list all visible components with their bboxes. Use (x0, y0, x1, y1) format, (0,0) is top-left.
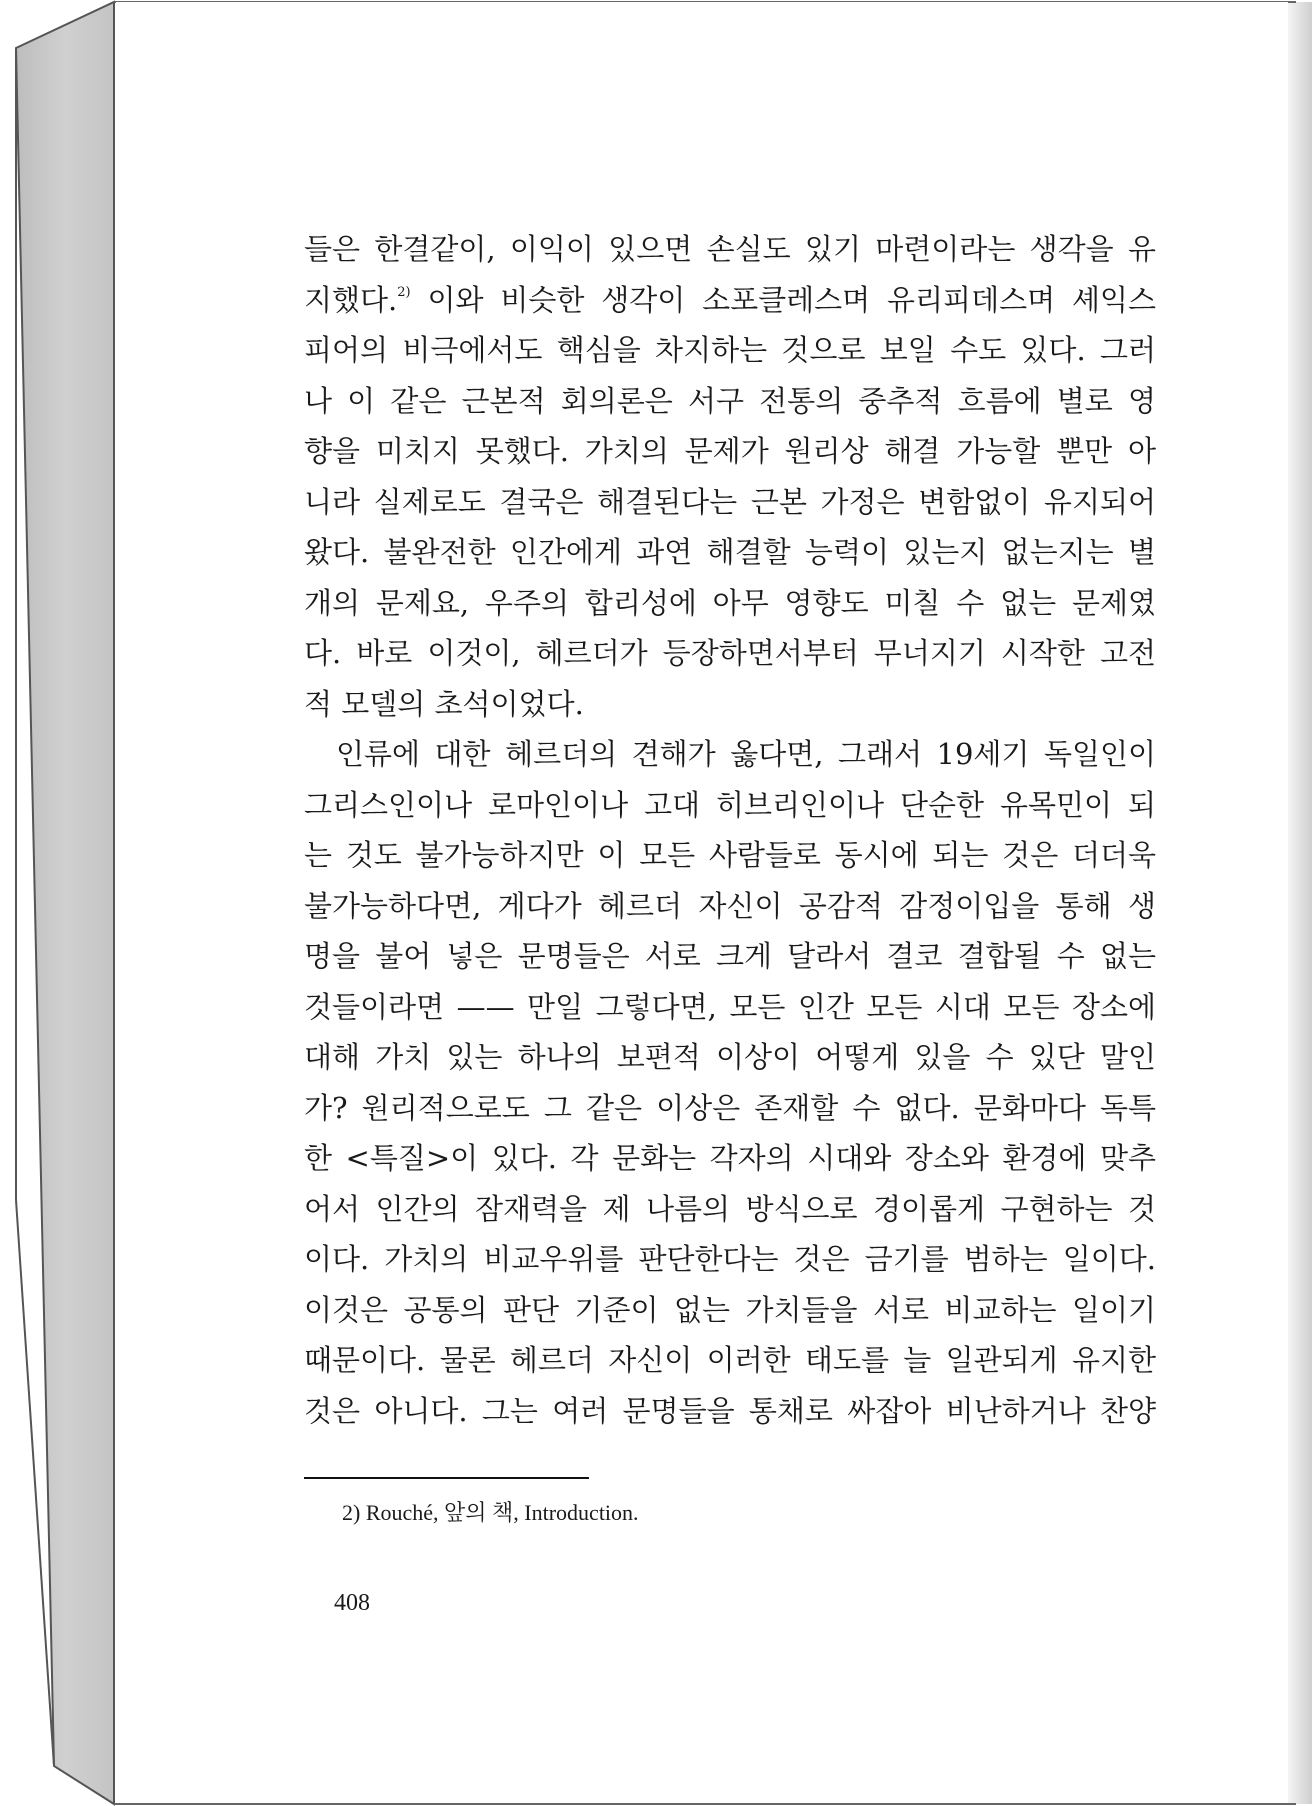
text-line: 때문이다. 물론 헤르더 자신이 이러한 태도를 늘 일관되게 유지한 (304, 1343, 1156, 1377)
text-line: 다. 바로 이것이, 헤르더가 등장하면서부터 무너지기 시작한 고전 (304, 636, 1156, 670)
text-line (304, 275, 1156, 326)
text-line: 것은 아니다. 그는 여러 문명들을 통채로 싸잡아 비난하거나 찬양 (304, 1393, 1156, 1428)
text-line: 이다. 가치의 비교우위를 판단한다는 것은 금기를 범하는 일이다. (304, 1242, 1156, 1276)
text-line: 인류에 대한 헤르더의 견해가 옳다면, 그래서 19세기 독일인이 (336, 737, 1157, 771)
text-line: 이것은 공통의 판단 기준이 없는 가치들을 서로 비교하는 일이기 (304, 1292, 1156, 1327)
text-line: 피어의 비극에서도 핵심을 차지하는 것으로 보일 수도 있다. 그러 (304, 333, 1156, 367)
body-text (304, 224, 1156, 1436)
text-line: 한 <특질>이 있다. 각 문화는 각자의 시대와 장소와 환경에 맞추 (304, 1141, 1156, 1175)
text-line: 어서 인간의 잠재력을 제 나름의 방식으로 경이롭게 구현하는 것 (304, 1191, 1156, 1226)
page-number: 408 (334, 1590, 370, 1616)
footnote-rule (304, 1477, 589, 1479)
text-line: 개의 문제요, 우주의 합리성에 아무 영향도 미칠 수 없는 문제였 (304, 585, 1156, 620)
text-line: 그리스인이나 로마인이나 고대 히브리인이나 단순한 유목민이 되 (304, 787, 1156, 822)
text-line: 대해 가치 있는 하나의 보편적 이상이 어떻게 있을 수 있단 말인 (304, 1040, 1156, 1074)
text-line: 는 것도 불가능하지만 이 모든 사람들로 동시에 되는 것은 더더욱 (304, 838, 1156, 872)
text-line: 왔다. 불완전한 인간에게 과연 해결할 능력이 있는지 없는지는 별 (304, 535, 1156, 569)
text-line: 것들이라면 —— 만일 그렇다면, 모든 인간 모든 시대 모든 장소에 (304, 989, 1156, 1024)
text-line: 명을 불어 넣은 문명들은 서로 크게 달라서 결코 결합될 수 없는 (304, 939, 1156, 973)
text-line-prefix: 지했다. (304, 282, 398, 317)
text-line: 나 이 같은 근본적 회의론은 서구 전통의 중추적 흐름에 별로 영 (304, 383, 1156, 418)
book-page (116, 2, 1288, 1802)
text-line: 니라 실제로도 결국은 해결된다는 근본 가정은 변함없이 유지되어 (304, 484, 1156, 519)
text-line: 적 모델의 초석이었다. (304, 686, 584, 721)
text-line: 들은 한결같이, 이익이 있으면 손실도 있기 마련이라는 생각을 유 (304, 232, 1156, 266)
footnote: 2) Rouché, 앞의 책, Introduction. (342, 1500, 639, 1525)
text-line: 불가능하다면, 게다가 헤르더 자신이 공감적 감정이입을 통해 생 (304, 888, 1156, 923)
text-line-rest: 이와 비슷한 생각이 소포클레스며 유리피데스며 셰익스 (427, 282, 1156, 317)
text-line: 향을 미치지 못했다. 가치의 문제가 원리상 해결 가능할 뿐만 아 (304, 434, 1156, 468)
text-line: 가? 원리적으로도 그 같은 이상은 존재할 수 없다. 문화마다 독특 (304, 1090, 1156, 1125)
footnote-marker[interactable]: 2) (397, 284, 411, 300)
